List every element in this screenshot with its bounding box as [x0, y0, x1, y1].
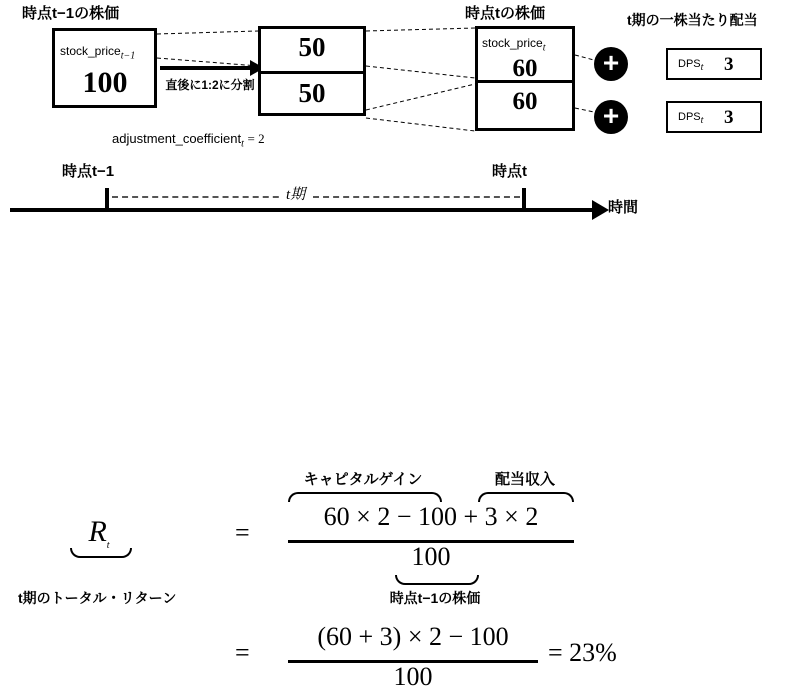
equals-sign-1: =: [235, 518, 250, 547]
dps-value: 3: [724, 107, 734, 128]
line2-denominator: 100: [393, 662, 433, 691]
denominator-label: 時点t−1の株価: [389, 590, 481, 606]
equals-sign-2: =: [235, 638, 250, 667]
timeline-left-label: 時点t−1: [62, 163, 115, 180]
right-price-variable: [482, 36, 545, 53]
dps-label-text: DPS: [678, 111, 701, 123]
dps-label-subscript: t: [700, 62, 704, 74]
split-price-top-value: 50: [298, 32, 326, 62]
right-price-variable-name: stock_price: [482, 36, 543, 50]
return-symbol-brace: [70, 548, 132, 558]
dividend-income-label: 配当収入: [494, 471, 555, 488]
header-left-price: [22, 2, 119, 23]
timeline-tick-start: [105, 188, 109, 210]
left-price-variable: [60, 44, 135, 61]
denominator-brace: [395, 575, 479, 585]
plus-icon: +: [594, 47, 628, 81]
left-price-variable-subscript: t−1: [120, 50, 136, 62]
timeline-right-label: 時点t: [492, 163, 527, 180]
timeline-arrow-head: [592, 200, 609, 220]
right-price-bottom-value: 60: [512, 88, 538, 115]
dps-box: [666, 48, 762, 80]
plus-icon: +: [594, 100, 628, 134]
header-dps: [627, 10, 758, 30]
header-left-price-text: 時点t−1の株価: [22, 5, 120, 22]
dps-value: 3: [724, 54, 734, 75]
timeline-period-dash: [112, 196, 520, 198]
capital-gain-label: キャピタルゲイン: [303, 471, 423, 488]
adjustment-coefficient-subscript: t: [241, 138, 244, 150]
dps-label: [678, 58, 703, 73]
adjustment-coefficient-value: = 2: [247, 131, 265, 146]
timeline-tick-end: [522, 188, 526, 210]
split-price-box-divider: [258, 71, 366, 74]
line1-numerator: 60 × 2 − 100 + 3 × 2: [323, 502, 539, 531]
return-description: t期のトータル・リターン: [18, 590, 177, 606]
capital-gain-brace: [288, 492, 442, 502]
split-note: 直後に1:2に分割: [165, 78, 255, 92]
dps-label: [678, 111, 703, 126]
split-arrow-shaft: [160, 66, 256, 70]
header-right-price: [465, 2, 545, 23]
adjustment-coefficient-name: adjustment_coefficient: [112, 131, 242, 146]
header-dps-text: t期の一株当たり配当: [627, 12, 758, 28]
timeline-period-text: t期: [286, 187, 306, 203]
right-price-variable-subscript: t: [542, 42, 546, 54]
left-price-value: 100: [82, 66, 128, 99]
timeline-axis-label: 時間: [608, 199, 639, 216]
right-price-top-value: 60: [512, 55, 538, 82]
return-symbol: $R_t$: [88, 515, 110, 551]
formula-block: [0, 230, 812, 691]
header-right-price-text: 時点tの株価: [465, 5, 545, 22]
dps-box: [666, 101, 762, 133]
left-price-variable-name: stock_price: [60, 44, 121, 58]
dividend-income-brace: [478, 492, 574, 502]
split-price-bottom-value: 50: [298, 78, 326, 108]
result-value: = 23%: [548, 638, 617, 667]
dps-label-text: DPS: [678, 58, 701, 70]
dps-label-subscript: t: [700, 115, 704, 127]
timeline-axis: [10, 208, 595, 212]
timeline-period-label: [280, 183, 311, 204]
line2-numerator: (60 + 3) × 2 − 100: [317, 622, 509, 651]
line1-denominator: 100: [411, 542, 451, 571]
adjustment-coefficient: [112, 131, 265, 150]
